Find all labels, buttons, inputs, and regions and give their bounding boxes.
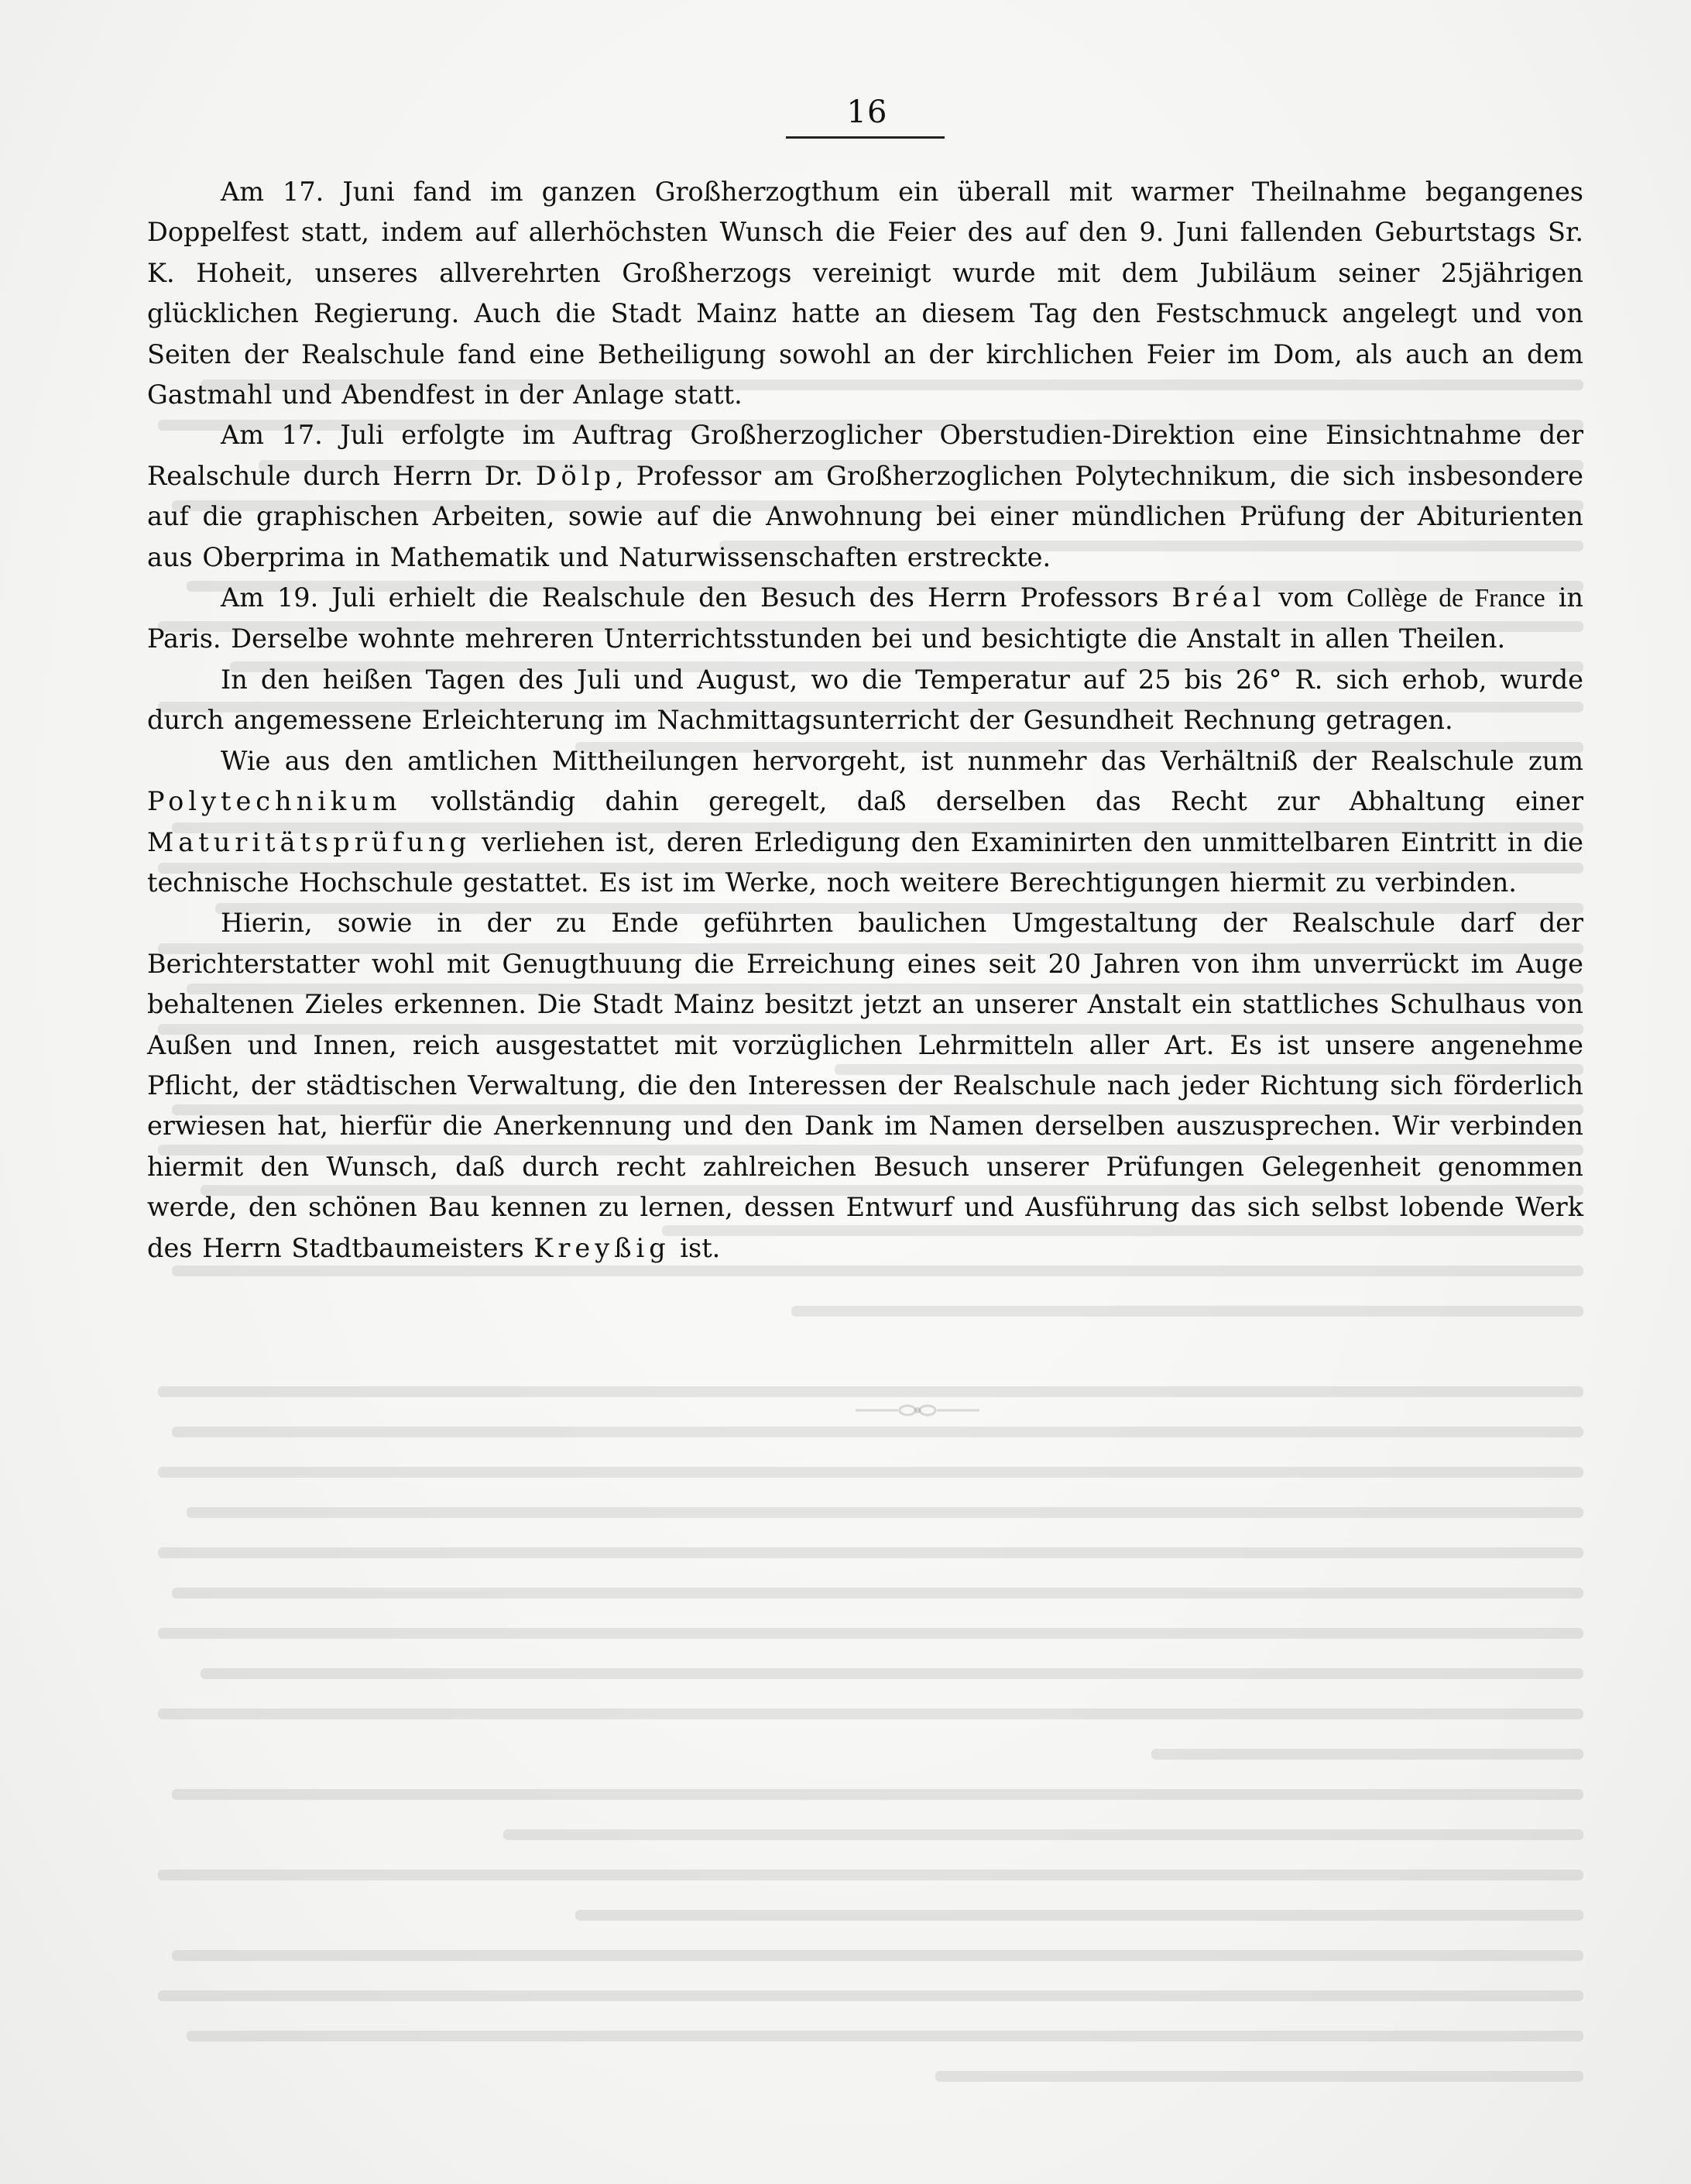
paragraph-einsichtnahme-start: Am 17. Juli erfolgte im Auftrag Großherzoglicher Oberstudien-Direktion eine Einsichtnahme der Realschule durch Herrn Dr. [147, 420, 1583, 491]
paragraph-besuch-middle: vom [1265, 582, 1347, 613]
paragraph-hitze: In den heißen Tagen des Juli und August, wo die Temperatur auf 25 bis 26° R. sich erhob, wurde durch angemessene Erleichterung im Nachmittagsunterricht der Gesundheit Rechnung getragen. [147, 664, 1583, 736]
page-number: 16 [846, 94, 888, 130]
person-name-breal: Bréal [1171, 582, 1266, 613]
institution-college-de-france: Collège de France [1346, 584, 1545, 613]
paragraph-schulhaus-start: Hierin, sowie in der zu Ende geführten baulichen Umgestaltung der Realschule darf der Berichterstatter wohl mit Genugthuung die Erreichung eines seit 20 Jahren von ihm unverrückt im Auge behaltenen Zieles erkennen. Die Stadt Mainz besitzt jetzt an unserer Anstalt ein stattliches Schulhaus von Außen und Innen, reich ausgestattet mit vorzüglichen Lehrmitteln aller Art. Es ist unsere angenehme Pflicht, der städtischen Verwaltung, die den Interessen der Realschule nach jeder Richtung sich förderlich erwiesen hat, hierfür die Anerkennung und den Dank im Namen derselben auszusprechen. Wir verbinden hiermit den Wunsch, daß durch recht zahlreichen Besuch unserer Prüfungen Gelegenheit genommen werde, den schönen Bau kennen zu lernen, dessen Entwurf und Ausführung das sich selbst lobende Werk des Herrn Stadtbaumeisters [147, 908, 1583, 1263]
ornament-divider-icon [852, 1399, 983, 1422]
paragraph-polytechnikum [147, 741, 1583, 904]
paragraph-besuch-end: in Paris. Derselbe wohnte mehreren Unterrichtsstunden bei und besichtigte die Anstalt in allen Theilen. [147, 582, 1583, 654]
body-text [147, 172, 1583, 1269]
term-maturitaetspruefung: Maturitätsprüfung [147, 826, 472, 857]
paragraph-einsichtnahme [147, 415, 1583, 578]
paragraph-polytechnikum-start: Wie aus den amtlichen Mittheilungen hervorgeht, ist nunmehr das Verhältniß der Realschule zum [221, 745, 1583, 776]
paragraph-polytechnikum-middle: vollständig dahin geregelt, daß derselben das Recht zur Abhaltung einer [401, 786, 1583, 817]
paragraph-schulhaus [147, 903, 1583, 1269]
term-polytechnikum: Polytechnikum [147, 786, 402, 817]
paragraph-doppelfest: Am 17. Juni fand im ganzen Großherzogthum ein überall mit warmer Theilnahme begangenes Doppelfest statt, indem auf allerhöchsten Wunsch die Feier des auf den 9. Juni fallenden Geburtstags Sr. K. Hoheit, unseres allverehrten Großherzogs vereinigt wurde mit dem Jubiläum seiner 25jährigen glücklichen Regierung. Auch die Stadt Mainz hatte an diesem Tag den Festschmuck angelegt und von Seiten der Realschule fand eine Betheiligung sowohl an der kirchlichen Feier im Dom, als auch an dem Gastmahl und Abendfest in der Anlage statt. [147, 177, 1583, 410]
paragraph-einsichtnahme-end: , Professor am Großherzoglichen Polytechnikum, die sich insbesondere auf die graphischen Arbeiten, sowie auf die Anwohnung bei einer mündlichen Prüfung der Abiturienten aus Oberprima in Mathematik und Naturwissenschaften erstreckte. [147, 460, 1583, 572]
person-name-doelp: Dölp [535, 460, 616, 491]
paragraph-besuch-breal [147, 578, 1583, 660]
paragraph-polytechnikum-end: verliehen ist, deren Erledigung den Examinirten den unmittelbaren Eintritt in die technische Hochschule gestattet. Es ist im Werke, noch weitere Berechtigungen hiermit zu verbinden. [147, 826, 1583, 898]
paragraph-besuch-start: Am 19. Juli erhielt die Realschule den Besuch des Herrn Professors [221, 582, 1172, 613]
paragraph-schulhaus-end: ist. [670, 1232, 721, 1263]
page-number-rule [786, 136, 945, 139]
person-name-kreyssig: Kreyßig [533, 1232, 671, 1263]
